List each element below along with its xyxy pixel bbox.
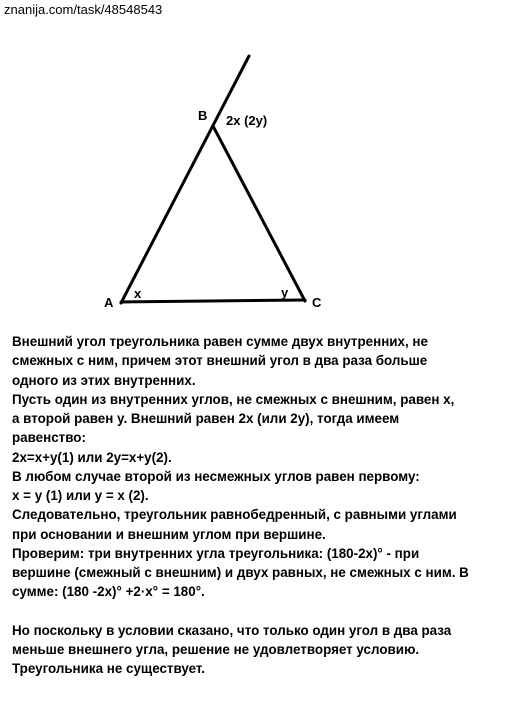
solution-line: Пусть один из внутренних углов, не смежных с внешним, равен x,: [12, 391, 455, 407]
solution-line: вершине (смежный с внешним) и двух равных, не смежных с ним. В: [12, 565, 469, 580]
solution-line: равенство:: [12, 430, 86, 446]
angle-label-y: y: [281, 285, 289, 300]
solution-line: Проверим: три внутренних угла треугольника: (180-2x)° - при: [12, 545, 420, 561]
solution-text: [12, 332, 506, 679]
angle-label-x: x: [134, 286, 142, 301]
solution-line: 2x=x+y(1) или 2y=x+y(2).: [12, 449, 172, 465]
solution-line: смежных с ним, причем этот внешний угол в два раза больше: [12, 353, 428, 369]
side-ab-extended: [121, 56, 249, 303]
vertex-label-b: B: [198, 108, 208, 123]
source-watermark: znanija.com/task/48548543: [4, 2, 163, 17]
triangle-figure: [0, 0, 512, 330]
side-ac: [121, 300, 305, 302]
vertex-label-c: C: [312, 295, 322, 310]
solution-line: меньше внешнего угла, решение не удовлетворяет условию.: [12, 642, 420, 657]
vertex-label-a: A: [104, 295, 114, 310]
exterior-angle-label: 2x (2y): [226, 113, 268, 128]
solution-line: одного из этих внутренних.: [12, 372, 196, 388]
solution-line: Следовательно, треугольник равнобедренный, с равными углами: [12, 507, 457, 523]
solution-line: Внешний угол треугольника равен сумме двух внутренних, не: [12, 334, 428, 349]
solution-line: Треугольника не существует.: [12, 661, 206, 677]
side-bc: [213, 126, 305, 301]
solution-line: [12, 602, 506, 621]
solution-line: В любом случае второй из несмежных углов равен первому:: [12, 468, 420, 484]
solution-line: x = y (1) или y = x (2).: [12, 488, 149, 503]
solution-line: при основании и внешним углом при вершине.: [12, 526, 326, 542]
solution-line: а второй равен y. Внешний равен 2x (или 2y), тогда имеем: [12, 411, 400, 426]
solution-line: сумме: (180 -2x)° +2·x° = 180°.: [12, 584, 205, 600]
solution-line: Но поскольку в условии сказано, что только один угол в два раза: [12, 622, 452, 638]
